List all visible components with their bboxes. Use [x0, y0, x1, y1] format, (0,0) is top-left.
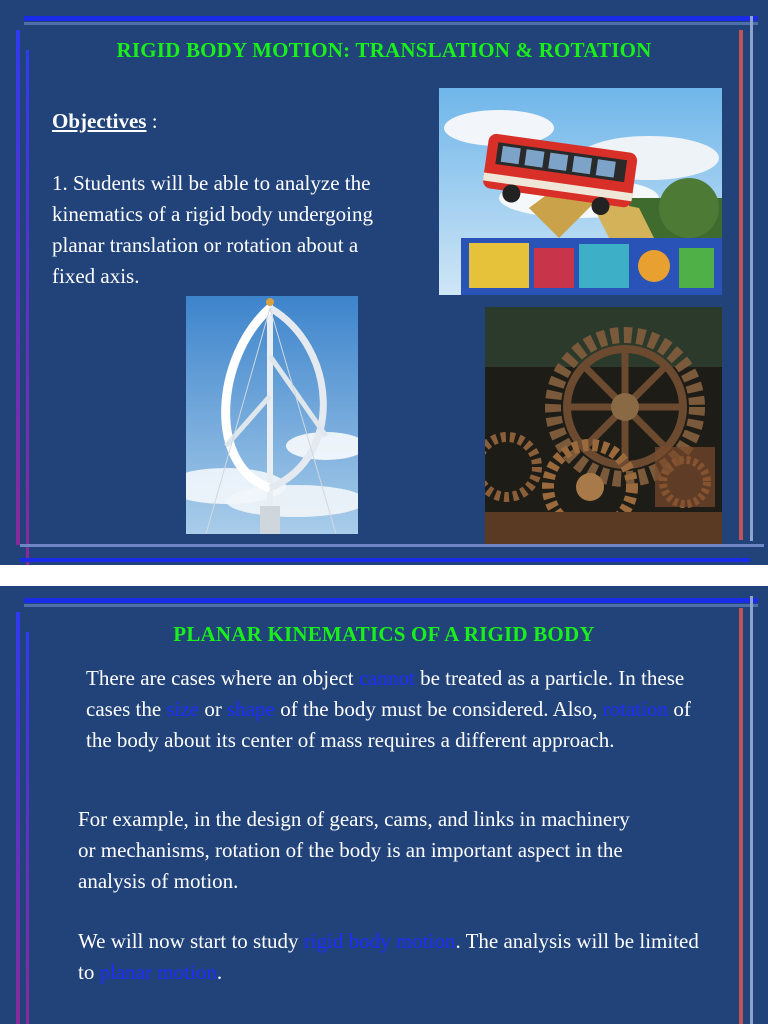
highlight-cannot: cannot — [358, 666, 415, 690]
paragraph-3-text-2: . The analysis will be limited to — [78, 929, 699, 984]
left-accent-bar — [16, 30, 20, 545]
amusement-ride-photo — [439, 88, 722, 295]
left-accent-bar — [16, 612, 20, 1024]
right-accent-bar-outer — [750, 16, 753, 541]
wind-turbine-photo — [186, 296, 358, 534]
highlight-planar-motion: planar motion — [99, 960, 217, 984]
slide-title: PLANAR KINEMATICS OF A RIGID BODY — [173, 622, 595, 646]
slide-title: RIGID BODY MOTION: TRANSLATION & ROTATION — [116, 38, 652, 62]
highlight-rotation: rotation — [602, 697, 669, 721]
objectives-label: Objectives — [52, 109, 147, 133]
highlight-size: size — [166, 697, 200, 721]
paragraph-1 — [86, 663, 711, 756]
paragraph-2: For example, in the design of gears, cams, and links in machinery or mechanisms, rotation of the body is an important aspect in the analysis of motion. — [78, 807, 630, 893]
left-accent-bar-inner — [26, 50, 29, 565]
objective-1-text: 1. Students will be able to analyze the kinematics of a rigid body undergoing planar translation or rotation about a fixed axis. — [52, 171, 373, 288]
right-accent-bar — [739, 608, 743, 1024]
highlight-rigid-body-motion: rigid body motion — [303, 929, 456, 953]
objectives-colon: : — [146, 109, 158, 133]
highlight-shape: shape — [227, 697, 275, 721]
gears-photo — [485, 307, 722, 544]
paragraph-3 — [78, 926, 703, 988]
bottom-accent-bar — [20, 558, 750, 562]
paragraph-1-text-4: of the body must be considered. Also, — [274, 697, 603, 721]
paragraph-1-text-3: or — [199, 697, 228, 721]
left-accent-bar-inner — [26, 632, 29, 1024]
top-accent-bar-shadow — [24, 604, 758, 607]
slide-2 — [0, 586, 768, 1024]
paragraph-1-text-2: be treated as a particle. In these cases the — [86, 666, 685, 721]
top-accent-bar — [24, 598, 758, 603]
paragraph-1-text-5: of the body about its center of mass requires a different approach. — [86, 697, 691, 752]
right-accent-bar-outer — [750, 596, 753, 1024]
paragraph-3-text-1: We will now start to study — [78, 929, 304, 953]
top-accent-bar — [24, 16, 758, 21]
right-accent-bar — [739, 30, 743, 540]
bottom-accent-bar-shadow — [20, 544, 764, 547]
top-accent-bar-shadow — [24, 22, 758, 25]
objectives-heading — [52, 106, 158, 137]
paragraph-1-text-1: There are cases where an object — [86, 666, 359, 690]
paragraph-3-text-3: . — [216, 960, 223, 984]
